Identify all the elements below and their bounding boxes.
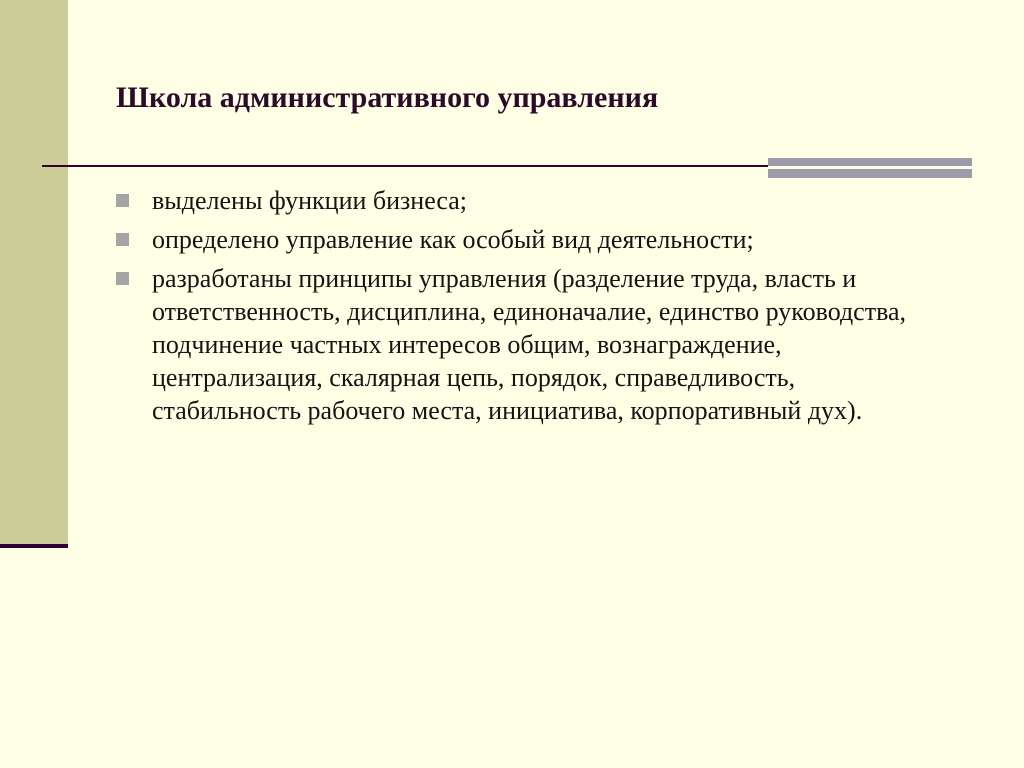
list-item: [112, 262, 932, 427]
list-item-text: выделены функции бизнеса;: [152, 186, 468, 215]
list-item-text: разработаны принципы управления (разделение труда, власть и ответственность, дисциплина, единоначалие, единство руководства, подчинение частных интересов общим, вознаграждение, централизация, скалярная цепь, порядок, справедливость, стабильность рабочего места, инициатива, корпоративный дух).: [152, 264, 907, 425]
list-item: [112, 223, 932, 256]
square-bullet-icon: [116, 194, 129, 207]
list-item: [112, 184, 932, 217]
title-accent-stripe: [768, 166, 972, 169]
left-decorative-band: [0, 0, 68, 545]
slide-title: Школа административного управления: [116, 81, 659, 114]
left-band-rule: [0, 544, 68, 548]
square-bullet-icon: [116, 272, 129, 285]
square-bullet-icon: [116, 233, 129, 246]
bullet-list: [112, 184, 932, 433]
list-item-text: определено управление как особый вид деятельности;: [152, 225, 754, 254]
